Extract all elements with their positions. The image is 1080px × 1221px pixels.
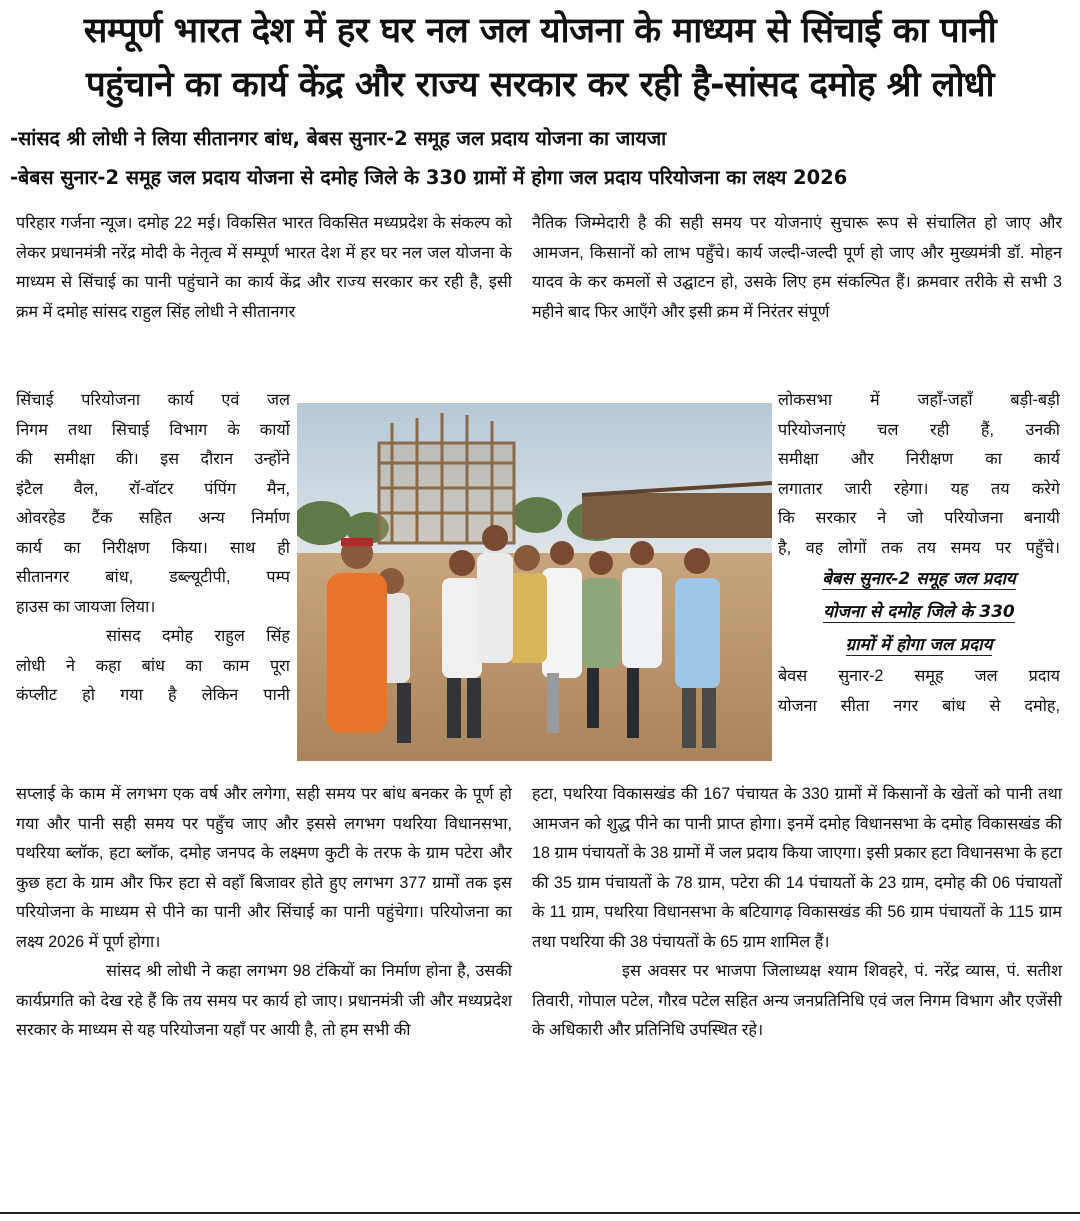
left-narrow-line: कंप्लीट हो गया है लेकिन पानी xyxy=(16,686,290,704)
subheadline-1: -सांसद श्री लोधी ने लिया सीतानगर बांध, बेबस सुनार-2 समूह जल प्रदाय योजना का जायजा xyxy=(10,127,667,150)
subheadline-2: -बेबस सुनार-2 समूह जल प्रदाय योजना से दमोह जिले के 330 ग्रामों में होगा जल प्रदाय परियोजना का लक्ष्य 2026 xyxy=(10,166,848,189)
subhead-line: बेबस सुनार-2 समूह जल प्रदाय xyxy=(822,569,1016,589)
left-para-1-top: परिहार गर्जना न्यूज। दमोह 22 मई। विकसित भारत विकसित मध्यप्रदेश के संकल्प को लेकर प्रधानमंत्री नरेंद्र मोदी के नेतृत्व में सम्पूर्ण भारत देश में हर घर नल जल योजना के माध्यम से सिंचाई का पानी पहुंचाने का कार्य केंद्र और राज्य सरकार कर रही है, इसी क्रम में दमोह सांसद राहुल सिंह लोधी ने सीतानगर xyxy=(16,214,512,321)
left-narrow-line: लोधी ने कहा बांध का काम पूरा xyxy=(16,656,290,675)
right-narrow-line: समीक्षा और निरीक्षण का कार्य xyxy=(778,450,1060,468)
saffron-headband xyxy=(341,538,373,546)
left-narrow-line: ओवरहेड टैंक सहित अन्य निर्माण xyxy=(16,509,290,527)
right-para-3: इस अवसर पर भाजपा जिलाध्यक्ष श्याम शिवहरे, पं. नरेंद्र व्यास, पं. सतीश तिवारी, गोपाल पटेल, गौरव पटेल सहित अन्य जनप्रतिनिधि एवं जल निगम विभाग और एजेंसी के अधिकारी और प्रतिनिधि उपस्थित रहे। xyxy=(532,962,1062,1039)
right-narrow-line: कि सरकार ने जो परियोजना बनायी xyxy=(778,509,1060,527)
left-narrow-line: की समीक्षा की। इस दौरान उन्होंने xyxy=(16,450,290,468)
section-subhead xyxy=(778,563,1060,662)
subhead-line: योजना से दमोह जिले के 330 xyxy=(823,602,1015,622)
left-para-2-rest: सप्लाई के काम में लगभग एक वर्ष और लगेगा, सही समय पर बांध बनकर के पूर्ण हो गया और पानी सही समय पर पहुँच जाए और इससे लगभग पथरिया विधानसभा, पथरिया ब्लॉक, हटा ब्लॉक, दमोह जनपद के लक्ष्मण कुटी के तरफ के ग्राम पटेरा और कुछ हटा के ग्राम और फिर हटा से वहाँ बिजावर होते हुए लगभग 377 ग्रामों तक इस परियोजना के माध्यम से पीने का पानी और सिंचाई का पानी पहुंचेगा। परियोजना का लक्ष्य 2026 में पूर्ण होगा। xyxy=(16,785,512,951)
left-narrow-line: हाउस का जायजा लिया। xyxy=(16,597,156,616)
left-para-3: सांसद श्री लोधी ने कहा लगभग 98 टंकियों का निर्माण होना है, उसकी कार्यप्रगति को देख रहे हैं कि तय समय पर कार्य हो जाए। प्रधानमंत्री जी और मध्यप्रदेश सरकार के माध्यम से यह परियोजना यहाँ पर आयी है, तो हम सभी की xyxy=(16,962,512,1039)
headline-line-2: पहुंचाने का कार्य केंद्र और राज्य सरकार कर रही है-सांसद दमोह श्री लोधी xyxy=(85,65,995,105)
left-column-top xyxy=(16,209,512,327)
left-column-narrow xyxy=(16,386,290,711)
right-column-bottom xyxy=(532,780,1062,1046)
left-narrow-line: सांसद दमोह राहुल सिंह xyxy=(106,627,290,645)
right-narrow-line: लगातार जारी रहेगा। यह तय करेगे xyxy=(778,479,1060,498)
right-narrow-line: परियोजनाएं चल रही हैं, उनकी xyxy=(778,420,1060,439)
subhead-line: ग्रामों में होगा जल प्रदाय xyxy=(845,635,993,655)
right-column-top xyxy=(532,209,1062,327)
left-narrow-line: सीतानगर बांध, डब्ल्यूटीपी, पम्प xyxy=(16,568,290,586)
bottom-rule xyxy=(0,1212,1080,1214)
left-narrow-line: कार्य का निरीक्षण किया। साथ ही xyxy=(16,538,290,557)
left-narrow-line: सिंचाई परियोजना कार्य एवं जल xyxy=(16,391,290,409)
right-narrow-line: योजना सीता नगर बांध से दमोह, xyxy=(778,696,1060,715)
news-photo xyxy=(297,403,772,761)
right-narrow-line: है, वह लोगों तक तय समय पर पहुँचे। xyxy=(778,538,1060,557)
headline-line-1: सम्पूर्ण भारत देश में हर घर नल जल योजना के माध्यम से सिंचाई का पानी xyxy=(83,11,997,51)
left-narrow-line: निगम तथा सिचाई विभाग के कार्यो xyxy=(16,420,290,439)
right-narrow-line: बेवस सुनार-2 समूह जल प्रदाय xyxy=(778,667,1060,685)
right-column-narrow xyxy=(778,386,1060,721)
left-column-bottom xyxy=(16,780,512,1046)
right-narrow-line: लोकसभा में जहाँ-जहाँ बड़ी-बड़ी xyxy=(778,391,1060,409)
right-para-2-rest: हटा, पथरिया विकासखंड की 167 पंचायत के 330 ग्रामों में किसानों के खेतों को पानी तथा आमजन को शुद्ध पीने का पानी प्राप्त होगा। इनमें दमोह विधानसभा के दमोह विकासखंड की 18 ग्राम पंचायतों के 38 ग्रामों में जल प्रदाय किया जाएगा। इसी प्रकार हटा विधानसभा के हटा की 35 ग्राम पंचायतों के 78 ग्राम, पटेरा की 14 पंचायतों के 23 ग्राम, दमोह की 06 पंचायतों के 11 ग्राम, पथरिया विधानसभा के बटियागढ़ विकासखंड की 56 ग्राम पंचायतों के 115 ग्राम तथा पथरिया की 38 पंचायतों के 65 ग्राम शामिल हैं। xyxy=(532,785,1062,951)
person-saffron-kurta xyxy=(327,573,387,733)
right-para-1-top: नैतिक जिम्मेदारी है की सही समय पर योजनाएं सुचारू रूप से संचालित हो जाए और आमजन, किसानों को लाभ पहुँचे। कार्य जल्दी-जल्दी पूर्ण हो जाए और मुख्यमंत्री डॉ. मोहन यादव के कर कमलों से उद्घाटन हो, उसके लिए हम संकल्पित हैं। क्रमवार तरीके से सभी 3 महीने बाद फिर आएँगे और इसी क्रम में निरंतर संपूर्ण xyxy=(532,214,1062,321)
left-narrow-line: इंटैल वैल, रॉ-वॉटर पंपिंग मैन, xyxy=(16,479,290,498)
